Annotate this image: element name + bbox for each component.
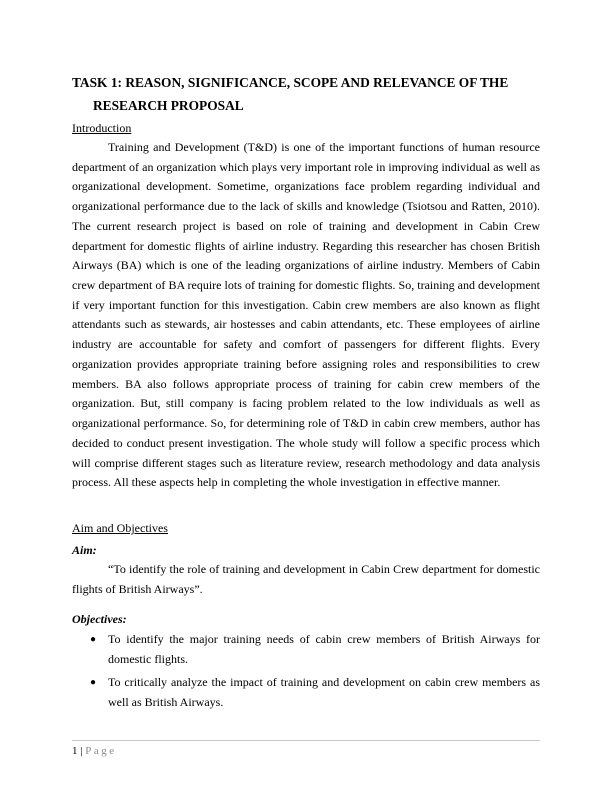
footer-divider — [72, 740, 540, 741]
page-number: 1 — [72, 745, 78, 757]
aim-text: “To identify the role of training and development in Cabin Crew department for domestic flights of British Airways”. — [72, 562, 540, 596]
objective-item — [72, 630, 540, 669]
page-footer — [72, 744, 117, 758]
objectives-label: Objectives: — [72, 612, 127, 626]
aim-objectives-heading: Aim and Objectives — [72, 521, 168, 535]
page-word: Page — [85, 745, 117, 757]
page-title-line-1: TASK 1: REASON, SIGNIFICANCE, SCOPE AND RELEVANCE OF THE — [72, 75, 509, 90]
bullet-icon: ● — [90, 634, 97, 645]
bullet-icon: ● — [90, 677, 97, 689]
introduction-paragraph: Training and Development (T&D) is one of the important functions of human resource department of an organization which plays very important role in improving individual as well as organizational development. Sometime, organizations face problem regarding individual and organizational performance due to the lack of skills and knowledge (Tsiotsou and Ratten, 2010). The current research project is based on role of training and development in Cabin Crew department for domestic flights of airline industry. Regarding this researcher has chosen British Airways (BA) which is one of the leading organizations of airline industry. Members of Cabin crew department of BA require lots of training for domestic flights. So, training and development if very important function for this investigation. Cabin crew members are also known as flight attendants such as stewards, air hostesses and cabin attendants, etc. These employees of airline industry are accountable for safety and comfort of passengers for different flights. Every organization provides appropriate training before assigning roles and responsibilities to crew members. BA also follows appropriate process of training for cabin crew members of the organization. But, still company is facing problem related to the low individuals as well as organizational performance. So, for determining role of T&D in cabin crew members, author has decided to conduct present investigation. The whole study will follow a specific process which will comprise different stages such as literature review, research methodology and data analysis process. All these aspects help in completing the whole investigation in effective manner. — [72, 140, 540, 490]
aim-label: Aim: — [72, 543, 97, 557]
objective-text: To critically analyze the impact of training and development on cabin crew members as well as British Airways. — [108, 675, 540, 710]
objective-text: To identify the major training needs of cabin crew members of British Airways for domestic flights. — [108, 632, 540, 666]
objectives-list — [72, 630, 540, 717]
objective-item — [72, 673, 540, 712]
page-title-line-2: RESEARCH PROPOSAL — [93, 98, 244, 113]
footer-separator: | — [80, 745, 83, 757]
introduction-heading: Introduction — [72, 121, 132, 135]
page-title — [72, 71, 542, 117]
